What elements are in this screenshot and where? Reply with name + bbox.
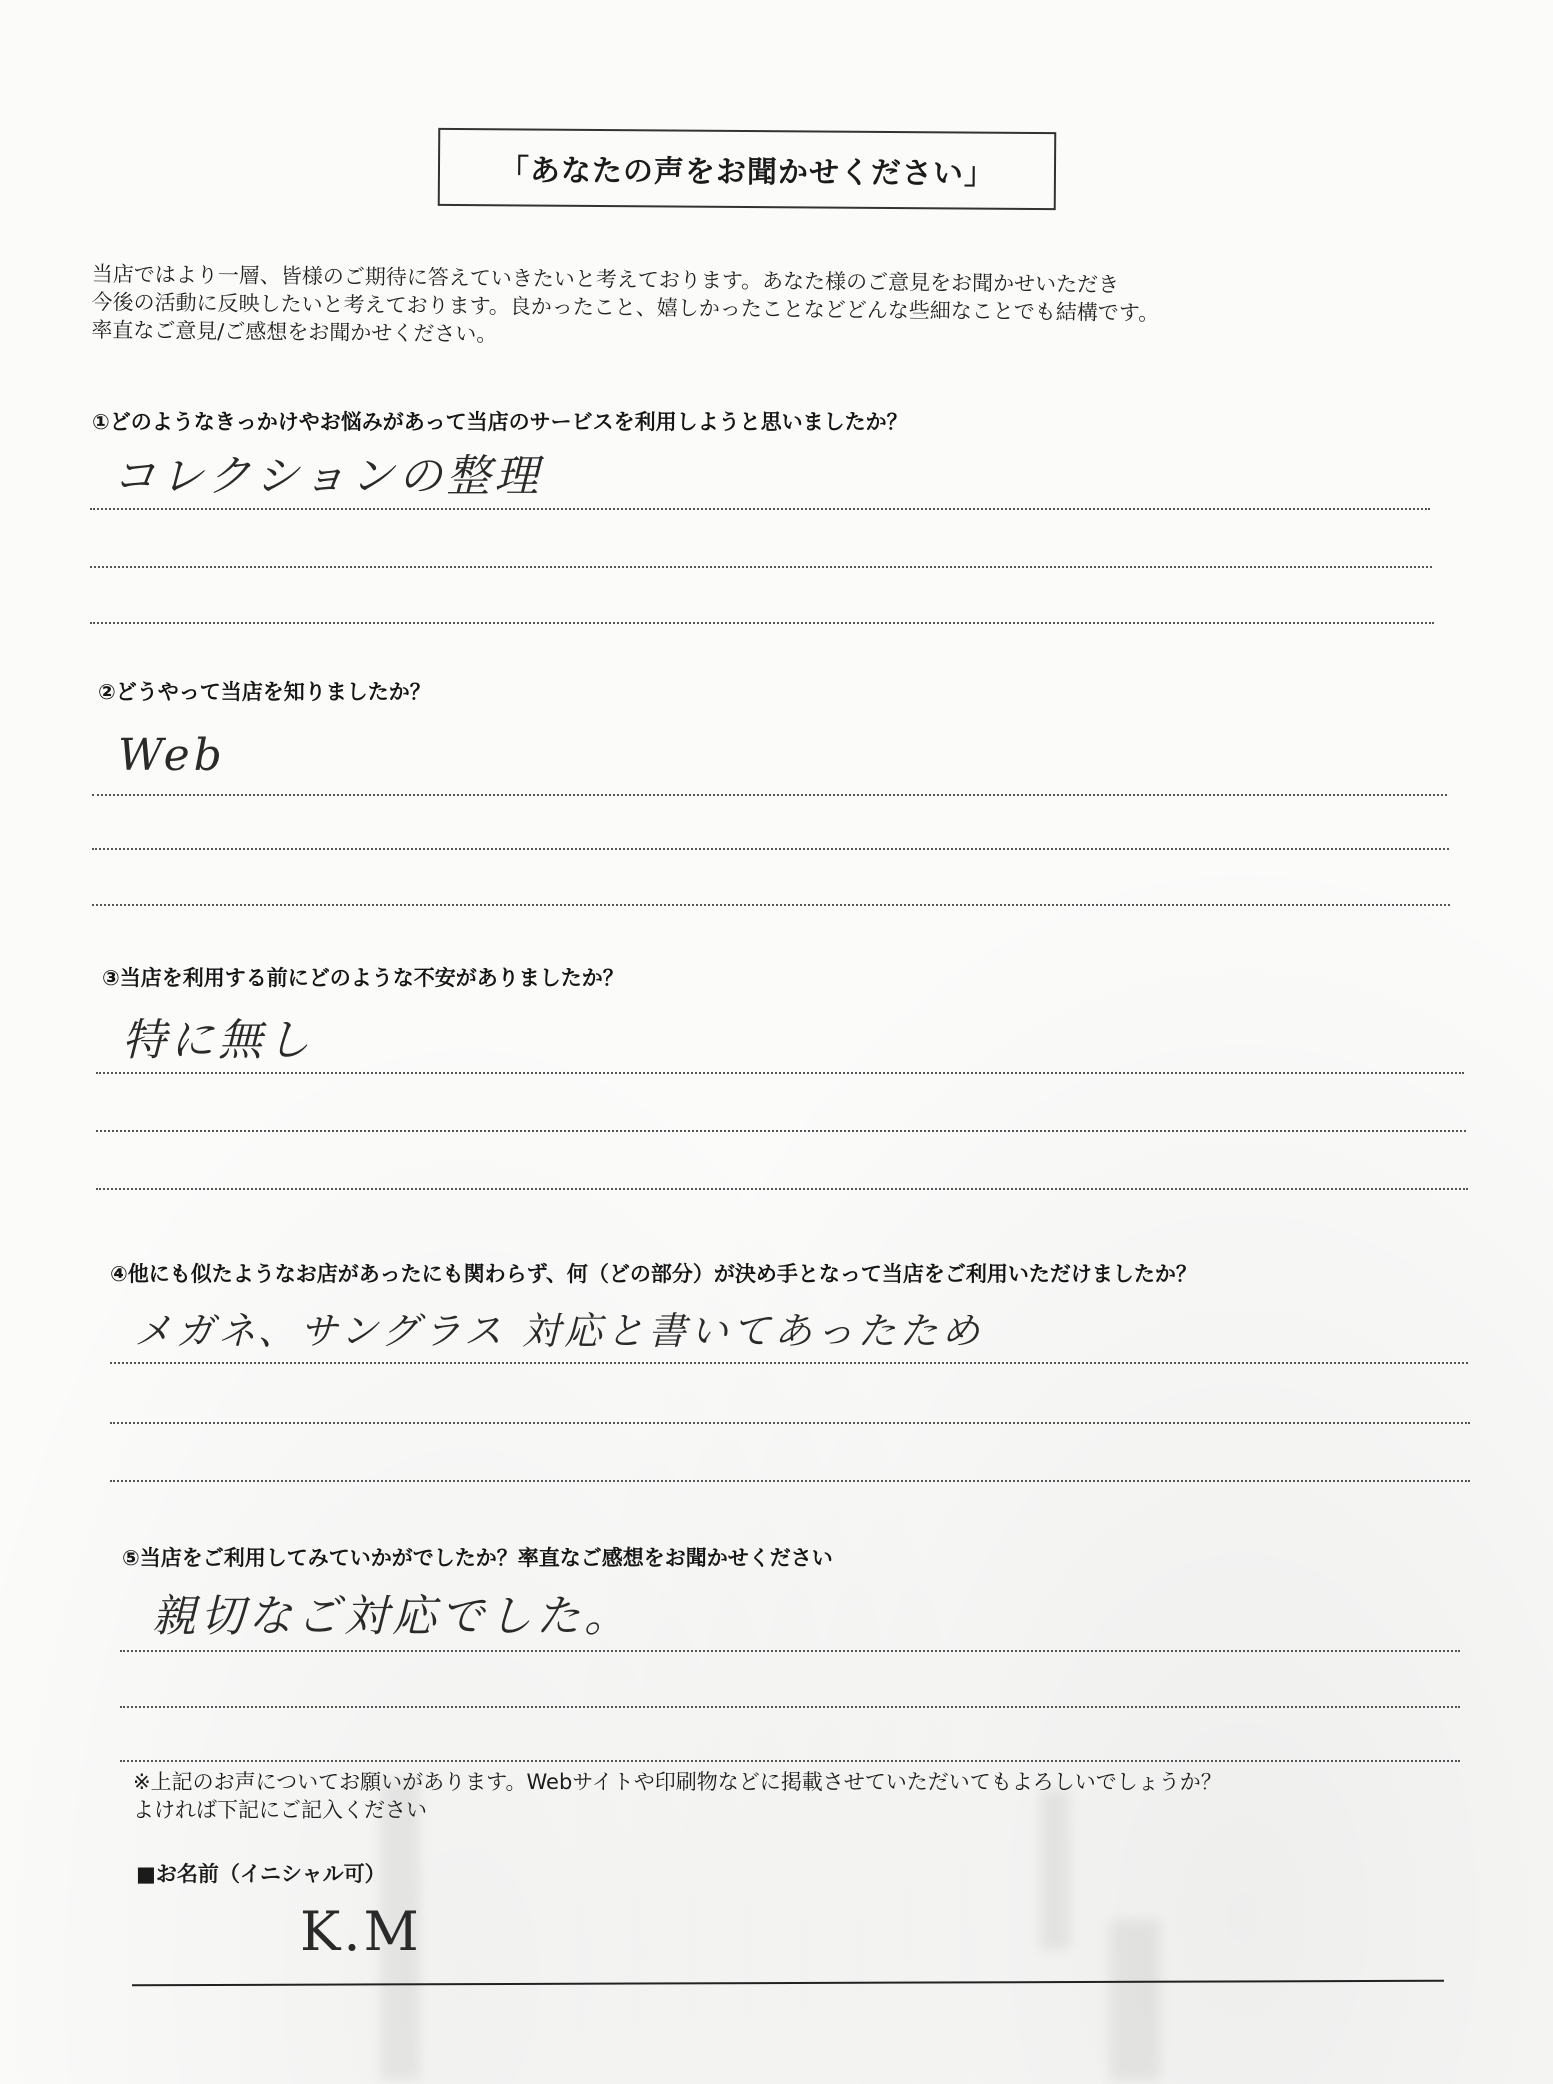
question-2: ②どうやって当店を知りましたか？ [98,680,431,704]
name-label: ■お名前（イニシャル可） [136,1862,386,1886]
answer-5: 親切なご対応でした。 [152,1591,632,1642]
survey-title: 「あなたの声をお聞かせください」 [438,128,1057,210]
question-1: ①どのようなきっかけやお悩みがあって当店のサービスを利用しようと思いましたか？ [92,410,908,434]
question-4: ④他にも似たようなお店があったにも関わらず、何（どの部分）が決め手となって当店をご利用いただけましたか？ [110,1262,1197,1286]
answer-line [90,622,1434,624]
publication-note [133,1768,1222,1824]
answer-line [120,1650,1460,1652]
answer-line [96,1130,1466,1132]
note-line: よければ下記にご記入ください [133,1798,427,1822]
question-3: ③当店を利用する前にどのような不安がありましたか？ [102,966,624,990]
answer-2: Web [118,730,226,781]
intro-line: 当店ではより一層、皆様のご期待に答えていきたいと考えております。あなた様のご意見をお聞かせいただき [91,261,1120,297]
answer-1: コレクションの整理 [112,451,543,502]
intro-line: 今後の活動に反映したいと考えております。良かったこと、嬉しかったことなどどんな些細なことでも結構です。 [91,289,1160,326]
answer-line [90,566,1432,568]
name-value: K.M [300,1900,422,1963]
note-line: ※上記のお声についてお願いがあります。Webサイトや印刷物などに掲載させていただいてもよろしいでしょうか？ [133,1770,1222,1794]
answer-line [92,904,1450,906]
intro-line: 率直なご意見/ご感想をお聞かせください。 [91,317,498,347]
question-5: ⑤当店をご利用してみていかがでしたか？率直なご感想をお聞かせください [122,1546,833,1570]
answer-line [120,1706,1460,1708]
answer-line [110,1480,1470,1482]
answer-line [120,1760,1460,1762]
answer-line [92,848,1449,850]
answer-line [96,1188,1468,1190]
answer-line [90,508,1430,510]
answer-3: 特に無し [122,1015,314,1066]
intro-text [91,260,1422,358]
name-underline [132,1980,1444,1987]
answer-line [110,1422,1470,1424]
answer-line [92,794,1447,796]
scan-streak [1110,1920,1160,2080]
answer-line [110,1362,1468,1364]
answer-line [96,1072,1464,1074]
answer-4: メガネ、サングラス 対応と書いてあったため [134,1309,984,1353]
